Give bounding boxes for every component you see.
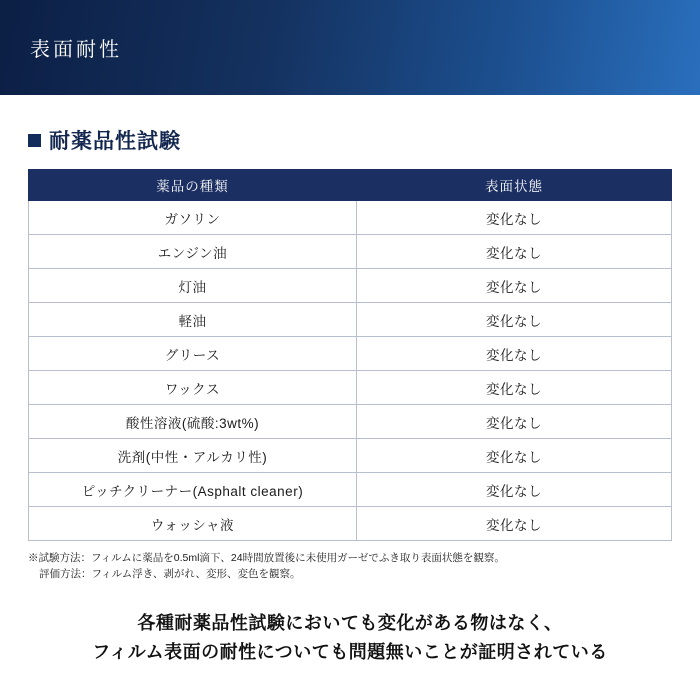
table-cell-chemical: 酸性溶液(硫酸:3wt%) xyxy=(29,405,357,439)
conclusion-line-2: フィルム表面の耐性についても問題無いことが証明されている xyxy=(92,642,608,663)
table-cell-chemical: ガソリン xyxy=(29,201,357,235)
table-header-cell: 薬品の種類 xyxy=(29,170,357,201)
table-cell-state: 変化なし xyxy=(356,473,671,507)
table-row xyxy=(29,371,672,405)
chemical-resistance-table-container xyxy=(28,169,672,541)
table-header-row xyxy=(29,170,672,201)
conclusion-text xyxy=(0,609,700,668)
table-cell-state: 変化なし xyxy=(356,405,671,439)
table-cell-chemical: ピッチクリーナー(Asphalt cleaner) xyxy=(29,473,357,507)
table-row xyxy=(29,473,672,507)
footnote-test-method: ※試験方法：フィルムに薬品を0.5ml滴下、24時間放置後に未使用ガーゼでふき取り表面状態を観察。 xyxy=(28,552,505,564)
table-row xyxy=(29,405,672,439)
table-row xyxy=(29,201,672,235)
table-cell-chemical: ワックス xyxy=(29,371,357,405)
table-cell-state: 変化なし xyxy=(356,507,671,541)
square-bullet-icon xyxy=(28,134,41,147)
chemical-resistance-table xyxy=(28,169,672,541)
footnotes xyxy=(28,550,672,583)
table-cell-state: 変化なし xyxy=(356,235,671,269)
table-cell-state: 変化なし xyxy=(356,303,671,337)
table-cell-chemical: 灯油 xyxy=(29,269,357,303)
table-row xyxy=(29,337,672,371)
table-cell-chemical: グリース xyxy=(29,337,357,371)
table-cell-state: 変化なし xyxy=(356,201,671,235)
table-row xyxy=(29,507,672,541)
table-cell-state: 変化なし xyxy=(356,371,671,405)
section-title: 耐薬品性試験 xyxy=(49,130,181,153)
table-row xyxy=(29,439,672,473)
table-row xyxy=(29,235,672,269)
table-row xyxy=(29,303,672,337)
table-cell-state: 変化なし xyxy=(356,269,671,303)
table-body xyxy=(29,201,672,541)
table-row xyxy=(29,269,672,303)
footnote-evaluation-method: 評価方法：フィルム浮き、剥がれ、変形、変色を観察。 xyxy=(39,568,301,581)
section-heading xyxy=(28,125,700,155)
table-cell-state: 変化なし xyxy=(356,337,671,371)
table-cell-chemical: エンジン油 xyxy=(29,235,357,269)
table-header-cell: 表面状態 xyxy=(356,170,671,201)
table-cell-state: 変化なし xyxy=(356,439,671,473)
conclusion-line-1: 各種耐薬品性試験においても変化がある物はなく、 xyxy=(137,612,563,633)
header-banner xyxy=(0,0,700,95)
table-cell-chemical: 洗剤(中性・アルカリ性) xyxy=(29,439,357,473)
table-cell-chemical: 軽油 xyxy=(29,303,357,337)
table-cell-chemical: ウォッシャ液 xyxy=(29,507,357,541)
page-title: 表面耐性 xyxy=(30,39,122,61)
